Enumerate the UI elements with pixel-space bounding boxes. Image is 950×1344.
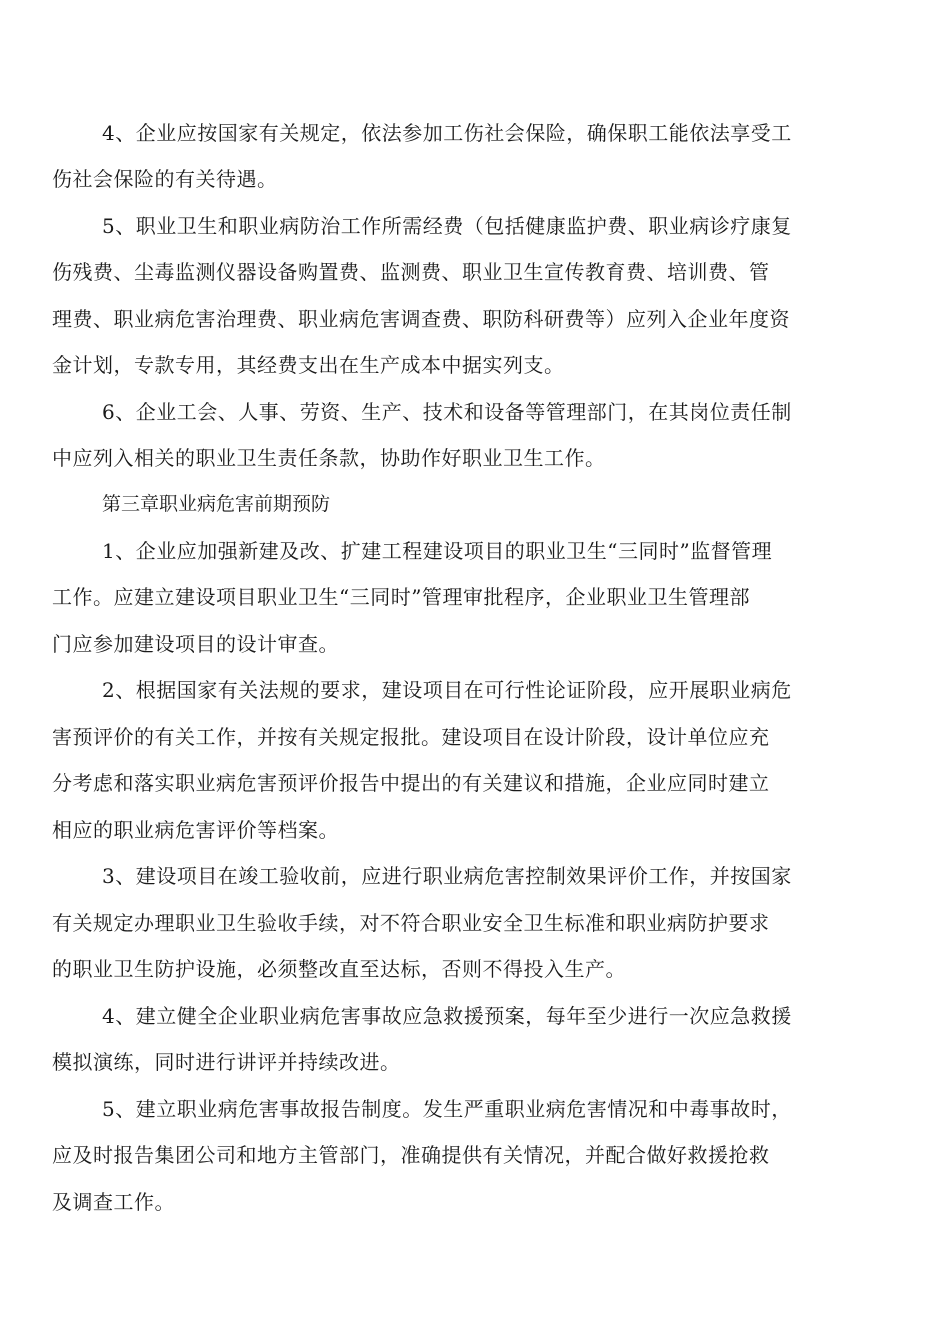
paragraph-line: 中应列入相关的职业卫生责任条款，协助作好职业卫生工作。	[52, 446, 606, 470]
paragraph-line: 门应参加建设项目的设计审查。	[52, 632, 339, 656]
paragraph-line: 应及时报告集团公司和地方主管部门，准确提供有关情况，并配合做好救援抢救	[52, 1143, 770, 1167]
paragraph-line: 2、根据国家有关法规的要求，建设项目在可行性论证阶段，应开展职业病危	[102, 678, 792, 702]
paragraph-line: 分考虑和落实职业病危害预评价报告中提出的有关建议和措施，企业应同时建立	[52, 771, 770, 795]
paragraph-line: 伤残费、尘毒监测仪器设备购置费、监测费、职业卫生宣传教育费、培训费、管	[52, 260, 770, 284]
paragraph-line: 害预评价的有关工作，并按有关规定报批。建设项目在设计阶段，设计单位应充	[52, 725, 770, 749]
paragraph-line: 有关规定办理职业卫生验收手续，对不符合职业安全卫生标准和职业病防护要求	[52, 911, 770, 935]
paragraph-line: 金计划，专款专用，其经费支出在生产成本中据实列支。	[52, 353, 565, 377]
paragraph-line: 相应的职业病危害评价等档案。	[52, 818, 339, 842]
paragraph-line: 的职业卫生防护设施，必须整改直至达标，否则不得投入生产。	[52, 957, 626, 981]
paragraph-line: 1、企业应加强新建及改、扩建工程建设项目的职业卫生“三同时”监督管理	[102, 539, 773, 563]
paragraph-line: 及调查工作。	[52, 1190, 175, 1214]
paragraph-line: 模拟演练，同时进行讲评并持续改进。	[52, 1050, 401, 1074]
paragraph-line: 伤社会保险的有关待遇。	[52, 167, 278, 191]
paragraph-line: 4、企业应按国家有关规定，依法参加工伤社会保险，确保职工能依法享受工	[102, 121, 792, 145]
paragraph-line: 3、建设项目在竣工验收前，应进行职业病危害控制效果评价工作，并按国家	[102, 864, 792, 888]
paragraph-line: 6、企业工会、人事、劳资、生产、技术和设备等管理部门，在其岗位责任制	[102, 400, 792, 424]
paragraph-line: 4、建立健全企业职业病危害事故应急救援预案，每年至少进行一次应急救援	[102, 1004, 792, 1028]
paragraph-line: 工作。应建立建设项目职业卫生“三同时”管理审批程序，企业职业卫生管理部	[52, 585, 750, 609]
chapter-heading: 第三章职业病危害前期预防	[102, 493, 331, 515]
paragraph-line: 理费、职业病危害治理费、职业病危害调查费、职防科研费等）应列入企业年度资	[52, 307, 790, 331]
paragraph-line: 5、建立职业病危害事故报告制度。发生严重职业病危害情况和中毒事故时，	[102, 1097, 792, 1121]
paragraph-line: 5、职业卫生和职业病防治工作所需经费（包括健康监护费、职业病诊疗康复	[102, 214, 792, 238]
